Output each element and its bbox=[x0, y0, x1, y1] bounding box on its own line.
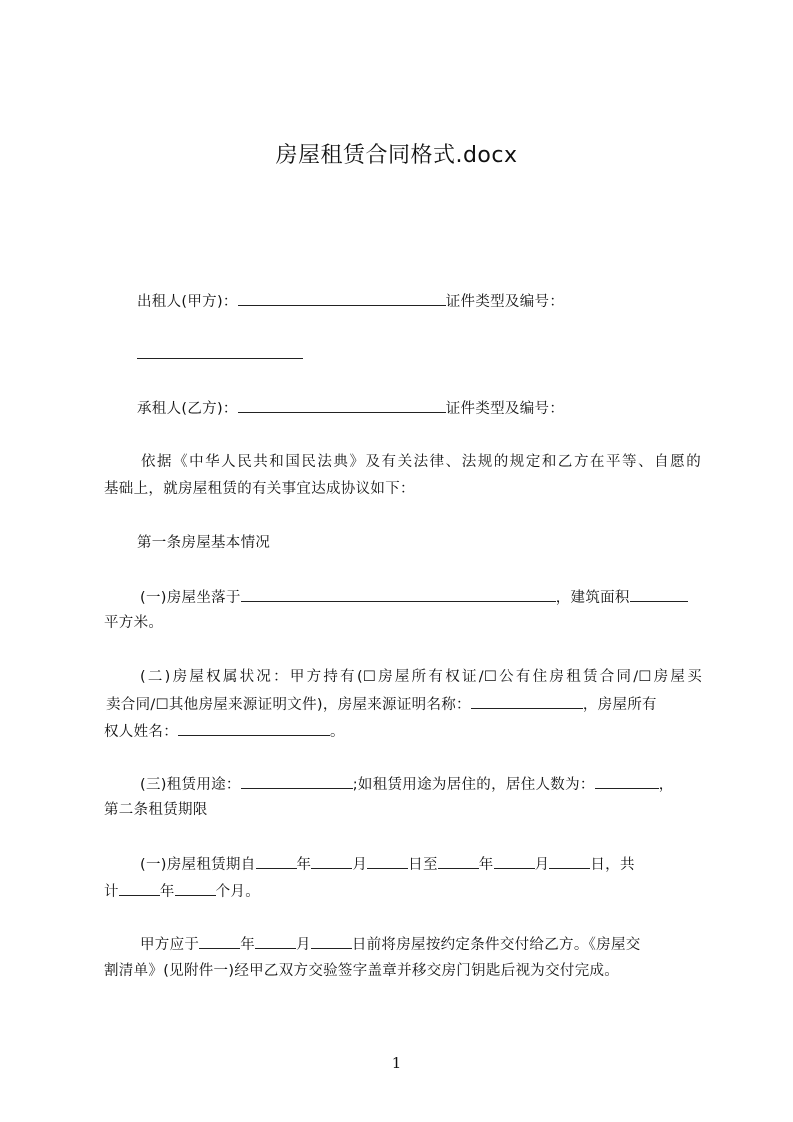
owner-name-blank bbox=[178, 720, 330, 736]
term-start-label: (一)房屋租赁期自 bbox=[140, 857, 256, 873]
page-number: 1 bbox=[391, 1054, 402, 1072]
lessor-id-line bbox=[137, 343, 303, 366]
month-label: 月 bbox=[534, 857, 550, 873]
month-count-label: 个月。 bbox=[215, 884, 261, 900]
location-blank bbox=[241, 586, 556, 602]
area-blank bbox=[630, 586, 688, 602]
year-label: 年 bbox=[296, 857, 312, 873]
total-label: 计 bbox=[104, 884, 119, 900]
lessee-id-label: 证件类型及编号： bbox=[445, 401, 565, 417]
proof-name-label: 卖合同/☐其他房屋来源证明文件)，房屋来源证明名称： bbox=[106, 697, 471, 713]
usage-end: ， bbox=[658, 777, 674, 793]
delivery-month-blank bbox=[255, 933, 296, 949]
delivery-text: 日前将房屋按约定条件交付给乙方。《房屋交 bbox=[351, 937, 641, 953]
total-year-blank bbox=[119, 880, 160, 896]
year-label: 年 bbox=[159, 884, 175, 900]
start-year-blank bbox=[256, 853, 297, 869]
delivery-line-1 bbox=[140, 933, 641, 956]
usage-label: (三)租赁用途： bbox=[140, 777, 241, 793]
start-day-blank bbox=[367, 853, 408, 869]
lessee-line bbox=[137, 397, 564, 420]
delivery-label: 甲方应于 bbox=[140, 937, 200, 953]
day-to-label: 日至 bbox=[408, 857, 438, 873]
article-2-heading: 第二条租赁期限 bbox=[104, 802, 208, 818]
lessor-name-blank bbox=[238, 290, 446, 306]
start-month-blank bbox=[311, 853, 352, 869]
area-unit: 平方米。 bbox=[104, 615, 164, 631]
lessor-line bbox=[137, 290, 564, 313]
end-year-blank bbox=[438, 853, 479, 869]
delivery-day-blank bbox=[311, 933, 352, 949]
lessee-name-blank bbox=[238, 397, 446, 413]
ownership-line-3 bbox=[104, 720, 345, 743]
month-label: 月 bbox=[352, 857, 368, 873]
usage-line bbox=[140, 773, 674, 796]
article-1-heading: 第一条房屋基本情况 bbox=[137, 535, 271, 551]
owner-label-part: ，房屋所有 bbox=[582, 697, 657, 713]
term-line-1 bbox=[140, 853, 635, 876]
day-total-label: 日，共 bbox=[590, 857, 635, 873]
owner-name-end: 。 bbox=[330, 724, 345, 740]
article-1-item-1 bbox=[140, 586, 688, 609]
ownership-line-2 bbox=[106, 693, 657, 716]
total-month-blank bbox=[175, 880, 216, 896]
ownership-line-1: (二)房屋权属状况：甲方持有(☐房屋所有权证/☐公有住房租赁合同/☐房屋买 bbox=[140, 669, 702, 685]
lessor-id-blank bbox=[137, 343, 303, 359]
end-day-blank bbox=[549, 853, 590, 869]
lessor-label: 出租人(甲方)： bbox=[137, 294, 238, 310]
lessor-id-label: 证件类型及编号： bbox=[445, 294, 565, 310]
preamble-line-1: 依据《中华人民共和国民法典》及有关法律、法规的规定和乙方在平等、自愿的 bbox=[141, 454, 701, 470]
location-label: (一)房屋坐落于 bbox=[140, 590, 241, 606]
month-label: 月 bbox=[296, 937, 311, 953]
owner-name-label: 权人姓名： bbox=[104, 724, 178, 740]
year-label: 年 bbox=[478, 857, 494, 873]
lessee-label: 承租人(乙方)： bbox=[137, 401, 238, 417]
year-label: 年 bbox=[240, 937, 256, 953]
proof-name-blank bbox=[471, 693, 583, 709]
preamble-line-2: 基础上，就房屋租赁的有关事宜达成协议如下： bbox=[104, 481, 415, 497]
delivery-line-2: 割清单》(见附件一)经甲乙双方交验签字盖章并移交房门钥匙后视为交付完成。 bbox=[104, 963, 620, 979]
delivery-year-blank bbox=[199, 933, 240, 949]
document-title: 房屋租赁合同格式.docx bbox=[275, 143, 518, 168]
area-label: ，建筑面积 bbox=[555, 590, 630, 606]
usage-blank bbox=[241, 773, 353, 789]
term-line-2 bbox=[104, 880, 260, 903]
end-month-blank bbox=[494, 853, 535, 869]
residents-blank bbox=[595, 773, 659, 789]
residents-label: ;如租赁用途为居住的，居住人数为： bbox=[352, 777, 595, 793]
